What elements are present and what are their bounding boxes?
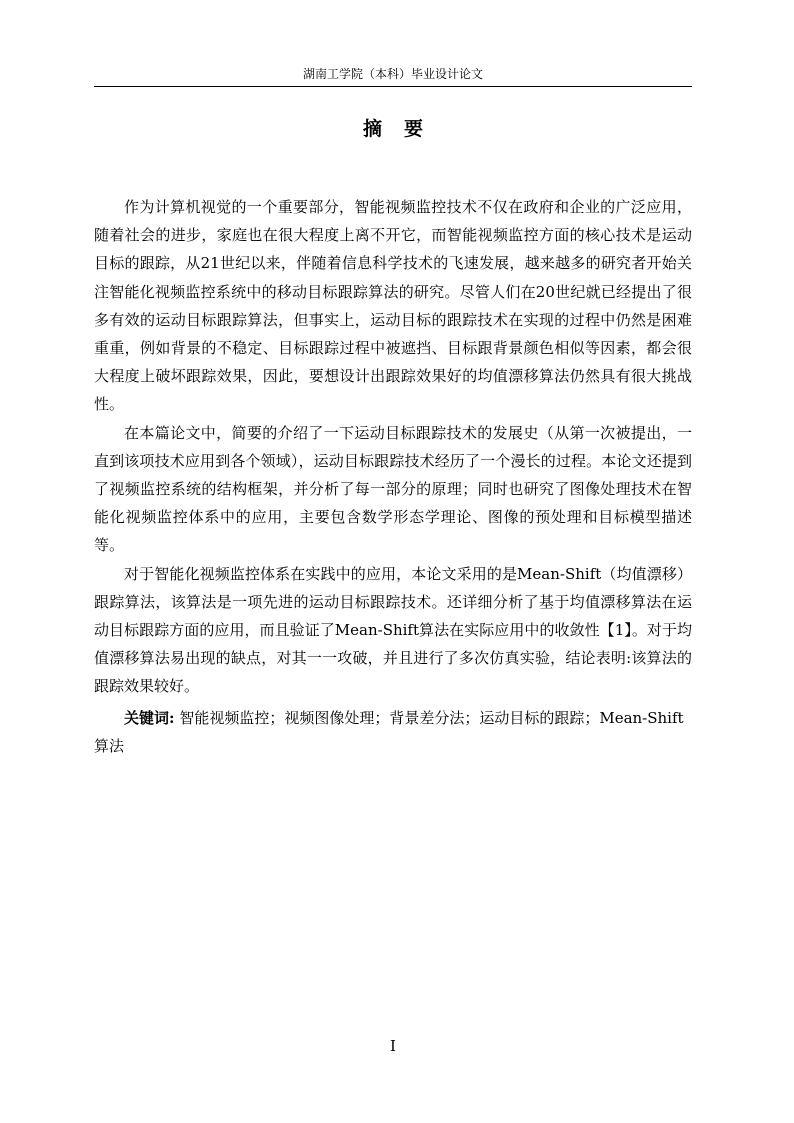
page-header <box>94 64 692 87</box>
keywords-label: 关键词: <box>124 709 175 727</box>
page-number: I <box>390 1037 396 1055</box>
keywords-text: 智能视频监控；视频图像处理；背景差分法；运动目标的跟踪；Mean-Shift算法 <box>94 709 684 756</box>
header-text: 湖南工学院（本科）毕业设计论文 <box>302 67 483 81</box>
abstract-paragraph-2: 在本篇论文中，简要的介绍了一下运动目标跟踪技术的发展史（从第一次被提出，一直到该项技术应用到各个领域），运动目标跟踪技术经历了一个漫长的过程。本论文还提到了视频监控系统的结构框架，并分析了每一部分的原理；同时也研究了图像处理技术在智能化视频监控体系中的应用，主要包含数学形态学理论、图像的预处理和目标模型描述等。 <box>94 423 692 555</box>
abstract-paragraph-1: 作为计算机视觉的一个重要部分，智能视频监控技术不仅在政府和企业的广泛应用，随着社会的进步，家庭也在很大程度上离不开它，而智能视频监控方面的核心技术是运动目标的跟踪，从21世纪以来，伴随着信息科学技术的飞速发展，越来越多的研究者开始关注智能化视频监控系统中的移动目标跟踪算法的研究。尽管人们在20世纪就已经提出了很多有效的运动目标跟踪算法，但事实上，运动目标的跟踪技术在实现的过程中仍然是困难重重，例如背景的不稳定、目标跟踪过程中被遮挡、目标跟背景颜色相似等因素，都会很大程度上破坏跟踪效果，因此，要想设计出跟踪效果好的均值漂移算法仍然具有很大挑战性。 <box>94 198 692 414</box>
abstract-title: 摘要 <box>362 118 445 140</box>
keywords-line <box>94 704 692 760</box>
abstract-paragraph-3: 对于智能化视频监控体系在实践中的应用，本论文采用的是Mean-Shift（均值漂移）跟踪算法，该算法是一项先进的运动目标跟踪技术。还详细分析了基于均值漂移算法在运动目标跟踪方面的应用，而且验证了Mean-Shift算法在实际应用中的收敛性【1】。对于均值漂移算法易出现的缺点，对其一一攻破，并且进行了多次仿真实验，结论表明:该算法的跟踪效果较好。 <box>94 564 692 696</box>
abstract-body <box>94 193 692 701</box>
